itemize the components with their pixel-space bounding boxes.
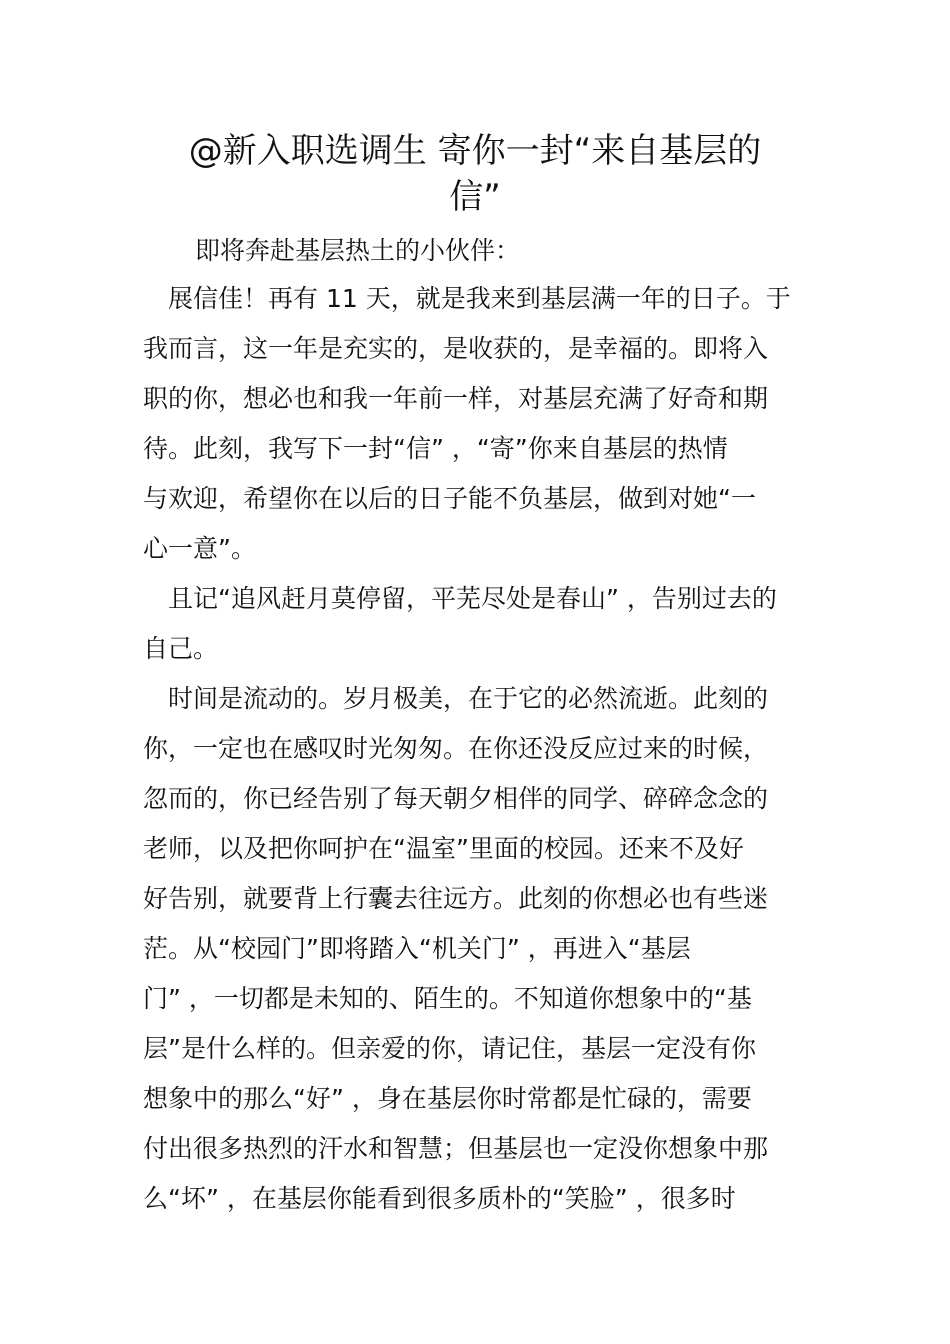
paragraph-line: 忽而的，你已经告别了每天朝夕相伴的同学、碎碎念念的 xyxy=(143,784,769,813)
letter-body xyxy=(143,228,813,1224)
paragraph-line: 职的你，想必也和我一年前一样，对基层充满了好奇和期 xyxy=(143,384,769,413)
paragraph-line: 与欢迎，希望你在以后的日子能不负基层，做到对她“一 xyxy=(143,484,756,513)
title-line-1: @新入职选调生 寄你一封“来自基层的 xyxy=(188,131,762,171)
paragraph-line: 我而言，这一年是充实的，是收获的，是幸福的。即将入 xyxy=(143,334,769,363)
paragraph-line: 想象中的那么“好” ，身在基层你时常都是忙碌的，需要 xyxy=(143,1084,752,1113)
paragraph-line: 好告别，就要背上行囊去往远方。此刻的你想必也有些迷 xyxy=(143,884,769,913)
paragraph-line: 么“坏” ，在基层你能看到很多质朴的“笑脸” ，很多时 xyxy=(143,1184,736,1213)
paragraph-line: 门” ，一切都是未知的、陌生的。不知道你想象中的“基 xyxy=(143,984,752,1013)
paragraph-line: 老师，以及把你呵护在“温室”里面的校园。还来不及好 xyxy=(143,834,744,863)
paragraph-line: 层”是什么样的。但亲爱的你，请记住，基层一定没有你 xyxy=(143,1034,756,1063)
paragraph-line: 展信佳！再有 11 天，就是我来到基层满一年的日子。于 xyxy=(168,284,791,313)
paragraph-line: 付出很多热烈的汗水和智慧；但基层也一定没你想象中那 xyxy=(143,1134,769,1163)
paragraph-line: 且记“追风赶月莫停留，平芜尽处是春山” ，告别过去的 xyxy=(168,584,777,613)
paragraph-line: 你，一定也在感叹时光匆匆。在你还没反应过来的时候， xyxy=(143,734,769,763)
paragraph-line: 待。此刻，我写下一封“信” ，“寄”你来自基层的热情 xyxy=(143,434,728,463)
paragraph-line: 自己。 xyxy=(143,634,219,663)
paragraph-line: 时间是流动的。岁月极美，在于它的必然流逝。此刻的 xyxy=(168,684,769,713)
document-title xyxy=(0,128,950,220)
paragraph-line: 茫。从“校园门”即将踏入“机关门” ，再进入“基层 xyxy=(143,934,691,963)
title-line-2: 信” xyxy=(449,177,501,217)
greeting-line: 即将奔赴基层热土的小伙伴： xyxy=(195,236,521,265)
paragraph-line: 心一意”。 xyxy=(143,534,256,563)
